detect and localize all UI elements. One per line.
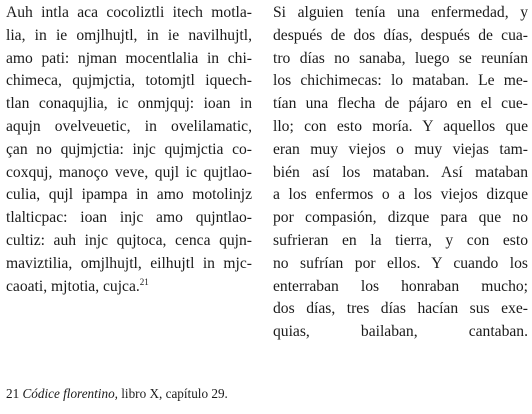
nahuatl-line: culia, qujl ipampa in amo motolinjz [6, 186, 252, 204]
nahuatl-line: çan no qujmjctia: injc qujmjctia co- [6, 140, 252, 158]
spanish-text-column [273, 2, 528, 344]
spanish-line: no sufrían por ellos. Y cuando los [273, 254, 528, 272]
nahuatl-line: maviztilia, omjlhujtl, eilhujtl in mjc- [6, 254, 252, 272]
nahuatl-last-line [6, 276, 252, 299]
footnote-number: 21 [6, 386, 20, 401]
spanish-line: Si alguien tenía una enfermedad, y [273, 4, 528, 21]
spanish-line: tro días no sanaba, luego se reunían [273, 49, 528, 67]
spanish-line: dos días, tres días hacían sus exe- [273, 300, 528, 318]
footnote-marker[interactable]: 21 [139, 276, 149, 287]
nahuatl-line: aqujn ovelveuetic, in ovelilamatic, [6, 117, 252, 135]
footnote-source-detail: libro X, capítulo 29. [121, 386, 228, 401]
spanish-last-line: quias, bailaban, cantaban. [273, 323, 528, 341]
spanish-line: llo; con esto moría. Y aquellos que [273, 117, 528, 135]
footnote [6, 386, 228, 402]
nahuatl-line-text: caoati, mjtotia, cujca. [6, 277, 140, 295]
spanish-line: tían una flecha de pájaro en el cue- [273, 95, 528, 113]
spanish-line: los chichimecas: lo mataban. Le me- [273, 72, 528, 90]
spanish-line: sufrieran en la tierra, y con esto [273, 231, 528, 249]
nahuatl-line: coxquj, manoço veve, qujl ic qujtlao- [6, 163, 252, 181]
spanish-line: enterraban los honraban mucho; [273, 277, 528, 295]
nahuatl-line: Auh intla aca cocoliztli itech motla- [6, 4, 252, 21]
nahuatl-line: tlan conaqujlia, ic onmjquj: ioan in [6, 95, 252, 113]
nahuatl-line: cultiz: auh injc qujtoca, cenca qujn- [6, 231, 252, 249]
nahuatl-line: lia, in ie omjlhujtl, in ie navilhujtl, [6, 26, 252, 44]
nahuatl-line: chimeca, qujmjctia, totomjtl iquech- [6, 72, 252, 90]
nahuatl-line: amo pati: njman mocentlalia in chi- [6, 49, 252, 67]
nahuatl-text-column [6, 2, 252, 298]
nahuatl-line: tlalticpac: ioan injc amo qujntlao- [6, 209, 252, 227]
spanish-line: a los enfermos o a los viejos dizque [273, 186, 528, 204]
spanish-line: después de dos días, después de cua- [273, 26, 528, 44]
spanish-line: eran muy viejos o muy viejas tam- [273, 140, 528, 158]
footnote-source-title: Códice florentino, [22, 386, 118, 401]
spanish-line: bién así los mataban. Así mataban [273, 163, 528, 181]
spanish-line: por compasión, dizque para que no [273, 209, 528, 227]
